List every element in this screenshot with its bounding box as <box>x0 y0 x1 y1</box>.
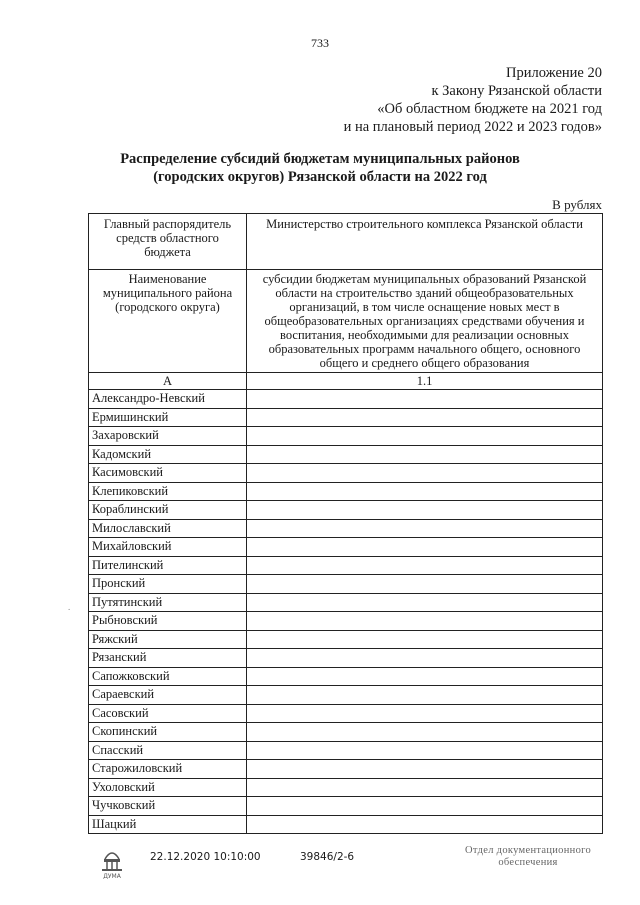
subsidy-value <box>247 815 603 834</box>
subsidy-value <box>247 445 603 464</box>
emblem-text: ДУМА <box>103 873 121 879</box>
subsidy-value <box>247 649 603 668</box>
subsidy-value <box>247 390 603 409</box>
subsidy-value <box>247 575 603 594</box>
table-row <box>89 445 603 464</box>
table-row <box>89 723 603 742</box>
subsidy-value <box>247 723 603 742</box>
district-name: Рыбновский <box>89 612 247 631</box>
district-name: Сараевский <box>89 686 247 705</box>
appendix-block <box>344 64 602 136</box>
district-name: Михайловский <box>89 538 247 557</box>
district-name: Захаровский <box>89 427 247 446</box>
subsidy-value <box>247 556 603 575</box>
table-row <box>89 667 603 686</box>
district-name: Клепиковский <box>89 482 247 501</box>
district-name: Рязанский <box>89 649 247 668</box>
district-name: Сасовский <box>89 704 247 723</box>
district-name: Пронский <box>89 575 247 594</box>
header-subsidy-description: субсидии бюджетам муниципальных образований Рязанской области на строительство зданий общеобразовательных организаций, в том числе оснащение новых мест в общеобразовательных организациях средствами обучения и воспитания, необходимыми для реализации основных образовательных программ начального общего, основного общего и среднего общего образования <box>247 270 603 373</box>
table-row <box>89 538 603 557</box>
subsidy-value <box>247 630 603 649</box>
subsidy-table <box>88 213 603 834</box>
table-row <box>89 778 603 797</box>
header-administrator-label: Главный распорядитель средств областного бюджета <box>89 214 247 270</box>
table-row <box>89 815 603 834</box>
stamp-line-1: Отдел документационного <box>464 845 592 856</box>
document-title <box>0 150 640 186</box>
subsidy-value <box>247 501 603 520</box>
appendix-line-4: и на плановый период 2022 и 2023 годов» <box>343 119 602 135</box>
duma-emblem-icon <box>97 845 127 879</box>
table-row <box>89 464 603 483</box>
table-row <box>89 575 603 594</box>
district-name: Кораблинский <box>89 501 247 520</box>
table-row <box>89 482 603 501</box>
district-name: Сапожковский <box>89 667 247 686</box>
table-row <box>89 630 603 649</box>
header-district-label: Наименование муниципального района (городского округа) <box>89 270 247 373</box>
subsidy-value <box>247 741 603 760</box>
district-name: Милославский <box>89 519 247 538</box>
code-col-a: А <box>89 373 247 390</box>
subsidy-value <box>247 704 603 723</box>
subsidy-value <box>247 667 603 686</box>
district-name: Пителинский <box>89 556 247 575</box>
subsidy-value <box>247 464 603 483</box>
subsidy-value <box>247 427 603 446</box>
district-name: Путятинский <box>89 593 247 612</box>
table-row <box>89 760 603 779</box>
table-row <box>89 593 603 612</box>
table-row <box>89 556 603 575</box>
table-row <box>89 612 603 631</box>
district-name: Шацкий <box>89 815 247 834</box>
appendix-line-2: к Закону Рязанской области <box>431 83 602 99</box>
appendix-line-3: «Об областном бюджете на 2021 год <box>377 101 602 117</box>
header-ministry: Министерство строительного комплекса Рязанской области <box>247 214 603 270</box>
subsidy-value <box>247 593 603 612</box>
department-stamp <box>452 845 604 869</box>
code-col-1-1: 1.1 <box>247 373 603 390</box>
subsidy-value <box>247 612 603 631</box>
side-mark: . <box>68 602 71 612</box>
code-row <box>89 373 603 390</box>
subsidy-value <box>247 797 603 816</box>
footer-doc-number: 39846/2-6 <box>300 851 355 863</box>
district-name: Ухоловский <box>89 778 247 797</box>
district-name: Александро-Невский <box>89 390 247 409</box>
table-row <box>89 797 603 816</box>
table-row <box>89 390 603 409</box>
title-line-2: (городских округов) Рязанской области на 2022 год <box>153 169 487 185</box>
subsidy-value <box>247 760 603 779</box>
title-line-1: Распределение субсидий бюджетам муниципальных районов <box>120 151 520 167</box>
district-name: Кадомский <box>89 445 247 464</box>
table-row <box>89 704 603 723</box>
district-name: Старожиловский <box>89 760 247 779</box>
table-row <box>89 686 603 705</box>
footer-date: 22.12.2020 10:10:00 <box>150 851 261 863</box>
appendix-line-1: Приложение 20 <box>506 65 602 81</box>
district-name: Скопинский <box>89 723 247 742</box>
district-name: Касимовский <box>89 464 247 483</box>
table-row <box>89 501 603 520</box>
currency-note: В рублях <box>552 197 602 212</box>
district-name: Чучковский <box>89 797 247 816</box>
subsidy-value <box>247 408 603 427</box>
subsidy-value <box>247 538 603 557</box>
header-row-names <box>89 270 603 373</box>
subsidy-value <box>247 482 603 501</box>
district-name: Спасский <box>89 741 247 760</box>
table-row <box>89 649 603 668</box>
header-row-administrator <box>89 214 603 270</box>
table-row <box>89 519 603 538</box>
district-name: Ермишинский <box>89 408 247 427</box>
subsidy-value <box>247 778 603 797</box>
subsidy-value <box>247 686 603 705</box>
district-name: Ряжский <box>89 630 247 649</box>
table-row <box>89 427 603 446</box>
page-number: 733 <box>311 36 329 50</box>
subsidy-value <box>247 519 603 538</box>
stamp-line-2: обеспечения <box>498 857 558 868</box>
table-row <box>89 741 603 760</box>
table-row <box>89 408 603 427</box>
